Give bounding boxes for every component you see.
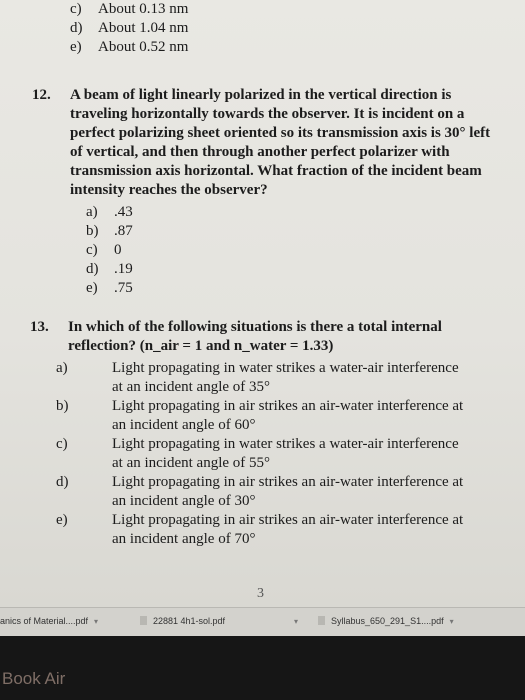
page-number: 3 — [257, 586, 264, 601]
question-stem: A beam of light linearly polarized in the vertical direction is traveling horizontally towards the observer. It is incident on a perfect polarizing sheet oriented so its transmission axis is 30° left of vertical, and then through another perfect polarizer with transmission axis horizontal. What fraction of the incident beam intensity reaches the observer? — [70, 87, 491, 198]
download-item[interactable] — [318, 616, 454, 626]
option-b: b) Light propagating in air strikes an air-water interference at an incident angle of 60° — [56, 398, 464, 433]
question-stem: In which of the following situations is there a total internal reflection? (n_air = 1 and n_water = 1.33) — [68, 319, 442, 354]
option-a: a) Light propagating in water strikes a water-air interference at an incident angle of 35° — [56, 360, 459, 395]
question-number: 13. — [30, 319, 49, 335]
answer-options — [56, 359, 488, 549]
option-d: d) .19 — [86, 261, 133, 277]
option-a: a) .43 — [86, 204, 133, 220]
option-e: e) Light propagating in air strikes an air-water interference at an incident angle of 70° — [56, 512, 464, 547]
device-label: Book Air — [2, 669, 66, 688]
download-item-menu[interactable] — [288, 616, 298, 626]
previous-question-options — [70, 0, 188, 57]
laptop-bezel — [0, 636, 525, 700]
option-c: c) Light propagating in water strikes a water-air interference at an incident angle of 55° — [56, 436, 459, 471]
option-c: c) 0 — [86, 242, 122, 258]
chevron-down-icon[interactable]: ▾ — [294, 617, 299, 626]
option-c: c) About 0.13 nm — [70, 1, 189, 17]
option-b: b) .87 — [86, 223, 133, 239]
download-filename: anics of Material....pdf — [0, 616, 89, 626]
question-number: 12. — [32, 87, 51, 103]
download-filename: Syllabus_650_291_S1....pdf — [331, 616, 444, 626]
option-d: d) About 1.04 nm — [70, 20, 189, 36]
file-icon — [318, 616, 325, 625]
downloads-bar — [0, 607, 525, 636]
option-e: e) About 0.52 nm — [70, 39, 189, 55]
chevron-down-icon[interactable]: ▾ — [94, 617, 99, 626]
download-filename: 22881 4h1-sol.pdf — [153, 616, 226, 626]
chevron-down-icon[interactable]: ▾ — [449, 617, 454, 626]
file-icon — [140, 616, 147, 625]
option-d: d) Light propagating in air strikes an air-water interference at an incident angle of 30° — [56, 474, 464, 509]
download-item[interactable] — [140, 616, 225, 626]
option-e: e) .75 — [86, 280, 133, 296]
answer-options — [86, 203, 502, 298]
download-item[interactable] — [0, 616, 98, 626]
